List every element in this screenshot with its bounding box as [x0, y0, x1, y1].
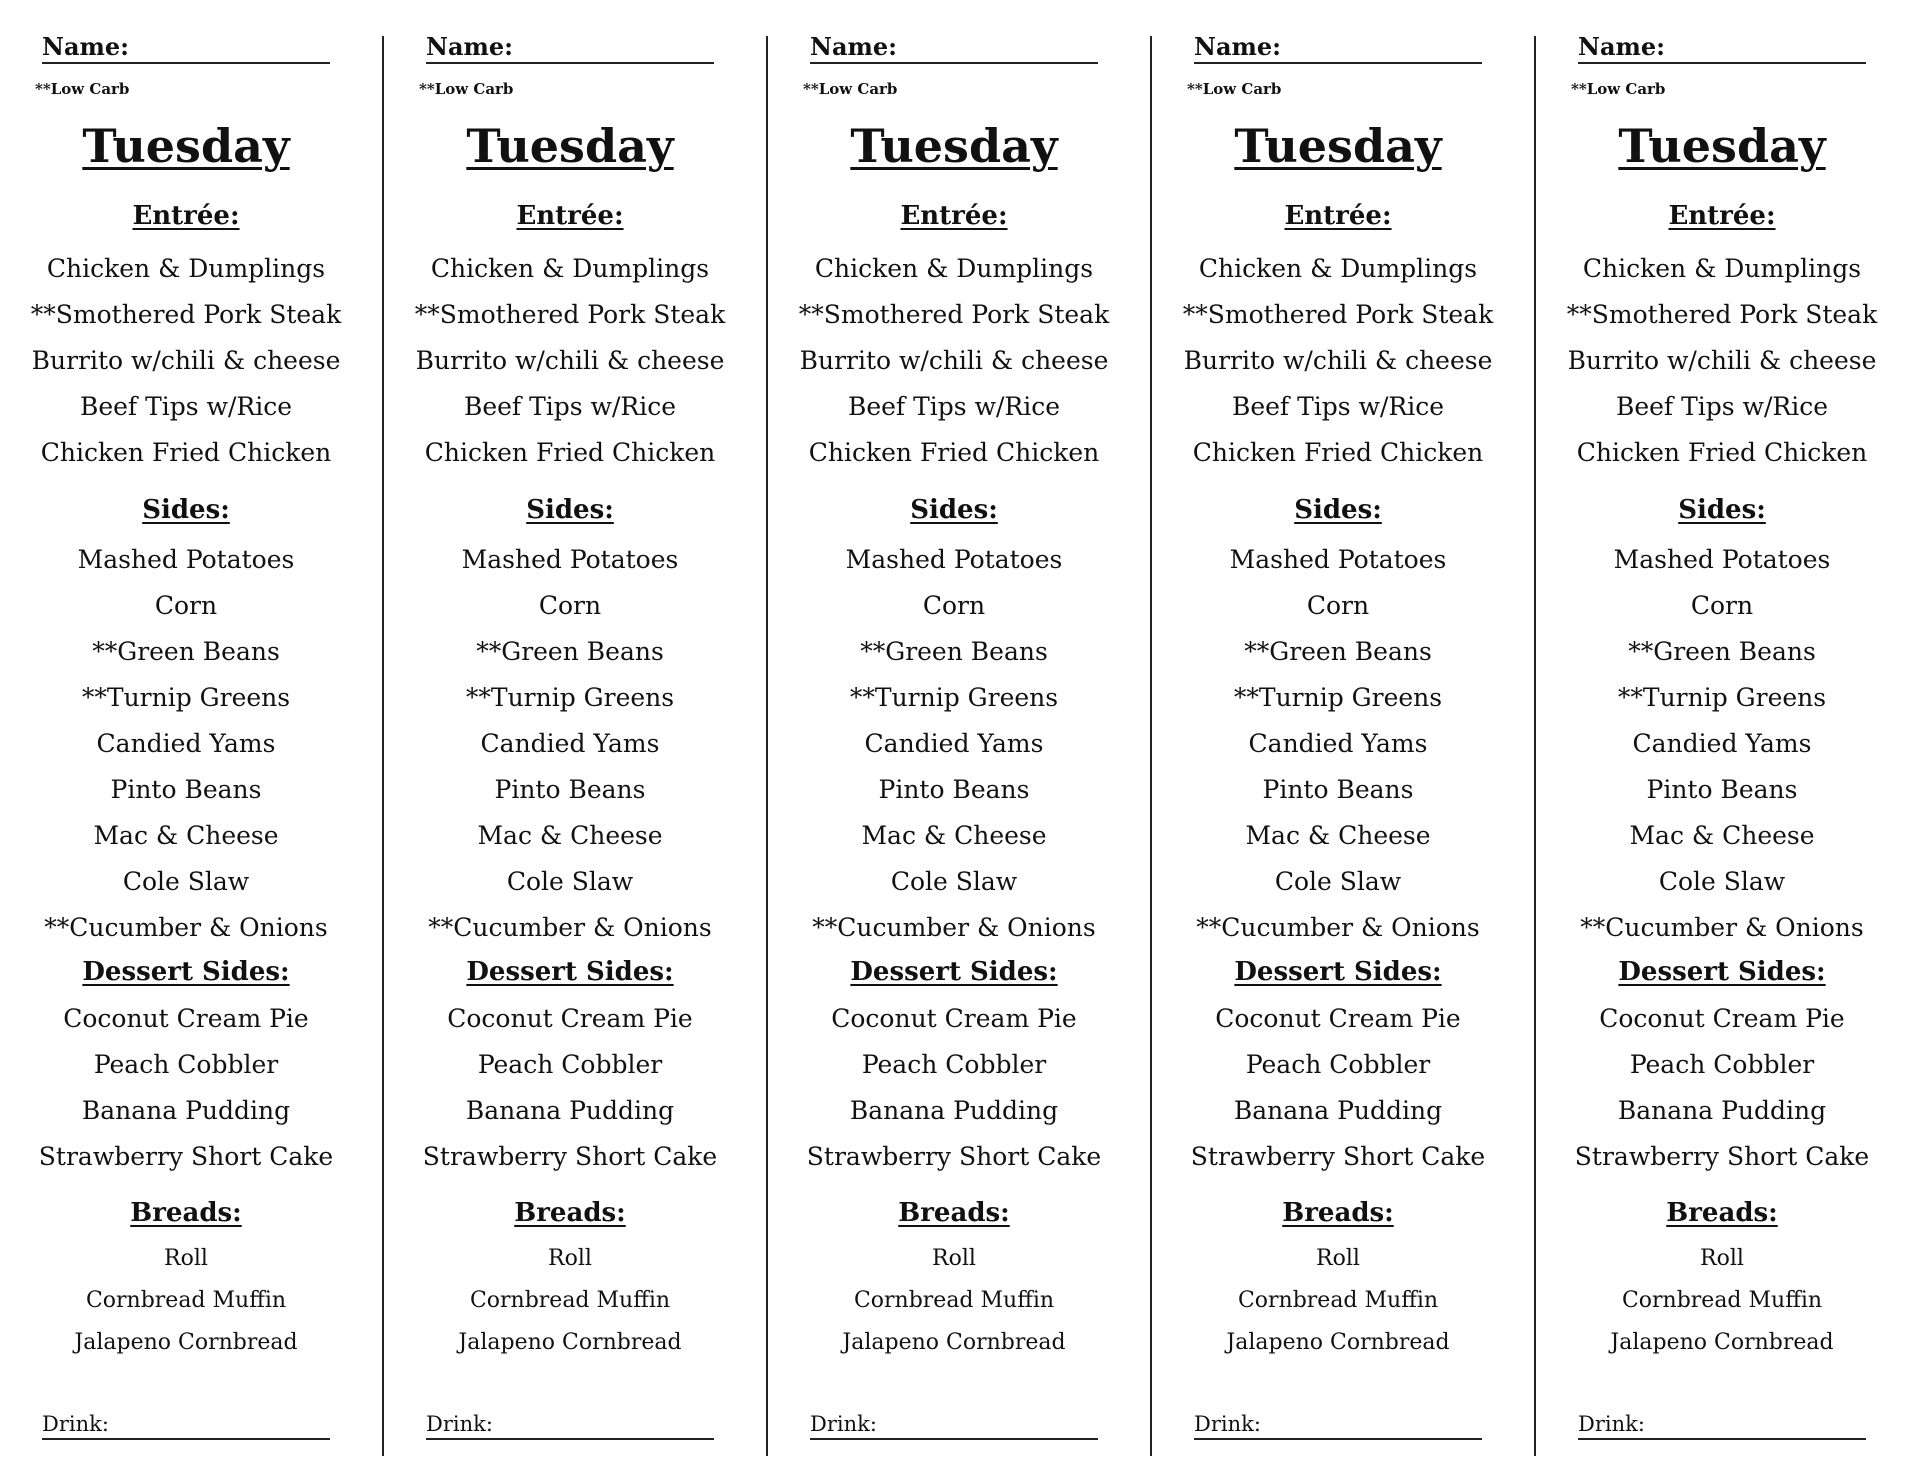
side-item: Pinto Beans: [110, 775, 262, 804]
drink-field[interactable]: [1578, 1410, 1866, 1440]
dessert-item: Coconut Cream Pie: [831, 1004, 1077, 1033]
dessert-item: Banana Pudding: [465, 1096, 675, 1125]
dessert-item: Strawberry Short Cake: [1574, 1142, 1870, 1171]
entree-item: **Smothered Pork Steak: [414, 300, 726, 329]
side-item: Pinto Beans: [1262, 775, 1414, 804]
entree-item: Chicken & Dumplings: [430, 254, 710, 283]
drink-field[interactable]: [1194, 1410, 1482, 1440]
side-item: Candied Yams: [864, 729, 1044, 758]
side-item: Candied Yams: [96, 729, 276, 758]
dessert-item: Banana Pudding: [1233, 1096, 1443, 1125]
side-item: Mac & Cheese: [861, 821, 1047, 850]
side-item: **Turnip Greens: [465, 683, 675, 712]
low-carb-note: **Low Carb: [419, 80, 514, 98]
sides-heading: Sides:: [1294, 495, 1382, 525]
entree-item: Beef Tips w/Rice: [79, 392, 293, 421]
side-item: Pinto Beans: [878, 775, 1030, 804]
dessert-item: Peach Cobbler: [477, 1050, 663, 1079]
side-item: Corn: [154, 591, 218, 620]
dessert-item: Peach Cobbler: [1245, 1050, 1431, 1079]
dessert-heading: Dessert Sides:: [850, 957, 1058, 987]
dessert-heading: Dessert Sides:: [1234, 957, 1442, 987]
drink-label: Drink:: [1578, 1412, 1645, 1436]
entree-item: Beef Tips w/Rice: [847, 392, 1061, 421]
side-item: Cole Slaw: [1658, 867, 1786, 896]
entree-item: Beef Tips w/Rice: [1231, 392, 1445, 421]
drink-field[interactable]: [42, 1410, 330, 1440]
side-item: Mac & Cheese: [477, 821, 663, 850]
day-title: Tuesday: [1618, 119, 1826, 173]
bread-item: Jalapeno Cornbread: [1610, 1330, 1834, 1355]
entree-item: Chicken & Dumplings: [814, 254, 1094, 283]
name-field[interactable]: [1194, 32, 1482, 64]
day-title: Tuesday: [82, 119, 290, 173]
side-item: Candied Yams: [480, 729, 660, 758]
entree-item: **Smothered Pork Steak: [798, 300, 1110, 329]
menu-column: [0, 0, 384, 1484]
low-carb-note: **Low Carb: [1571, 80, 1666, 98]
drink-label: Drink:: [810, 1412, 877, 1436]
bread-item: Roll: [164, 1246, 208, 1271]
bread-item: Roll: [1316, 1246, 1360, 1271]
entree-heading: Entrée:: [132, 201, 240, 231]
low-carb-note: **Low Carb: [1187, 80, 1282, 98]
entree-item: **Smothered Pork Steak: [30, 300, 342, 329]
drink-label: Drink:: [42, 1412, 109, 1436]
side-item: **Cucumber & Onions: [1196, 913, 1480, 942]
side-item: Candied Yams: [1248, 729, 1428, 758]
side-item: **Turnip Greens: [1233, 683, 1443, 712]
side-item: Mashed Potatoes: [1229, 545, 1447, 574]
dessert-heading: Dessert Sides:: [82, 957, 290, 987]
side-item: Cole Slaw: [890, 867, 1018, 896]
breads-heading: Breads:: [1282, 1198, 1394, 1228]
breads-heading: Breads:: [130, 1198, 242, 1228]
entree-item: Chicken Fried Chicken: [808, 438, 1100, 467]
side-item: Candied Yams: [1632, 729, 1812, 758]
entree-item: Chicken Fried Chicken: [1192, 438, 1484, 467]
side-item: Corn: [538, 591, 602, 620]
side-item: Cole Slaw: [122, 867, 250, 896]
bread-item: Jalapeno Cornbread: [74, 1330, 298, 1355]
menu-column: [768, 0, 1152, 1484]
name-label: Name:: [810, 32, 898, 61]
name-label: Name:: [1578, 32, 1666, 61]
entree-item: Chicken & Dumplings: [1582, 254, 1862, 283]
drink-label: Drink:: [426, 1412, 493, 1436]
side-item: **Green Beans: [476, 637, 664, 666]
bread-item: Roll: [548, 1246, 592, 1271]
side-item: **Turnip Greens: [81, 683, 291, 712]
dessert-item: Strawberry Short Cake: [422, 1142, 718, 1171]
side-item: Corn: [922, 591, 986, 620]
breads-heading: Breads:: [898, 1198, 1010, 1228]
side-item: **Turnip Greens: [849, 683, 1059, 712]
dessert-heading: Dessert Sides:: [1618, 957, 1826, 987]
bread-item: Jalapeno Cornbread: [1226, 1330, 1450, 1355]
menu-column: [1536, 0, 1920, 1484]
entree-item: **Smothered Pork Steak: [1182, 300, 1494, 329]
side-item: Mashed Potatoes: [845, 545, 1063, 574]
day-title: Tuesday: [466, 119, 674, 173]
entree-item: **Smothered Pork Steak: [1566, 300, 1878, 329]
name-label: Name:: [42, 32, 130, 61]
bread-item: Cornbread Muffin: [853, 1288, 1055, 1313]
side-item: **Cucumber & Onions: [812, 913, 1096, 942]
side-item: Mac & Cheese: [93, 821, 279, 850]
side-item: Cole Slaw: [1274, 867, 1402, 896]
entree-item: Beef Tips w/Rice: [463, 392, 677, 421]
entree-item: Burrito w/chili & cheese: [799, 346, 1109, 375]
sides-heading: Sides:: [910, 495, 998, 525]
name-label: Name:: [426, 32, 514, 61]
side-item: **Green Beans: [92, 637, 280, 666]
name-field[interactable]: [42, 32, 330, 64]
side-item: **Green Beans: [1628, 637, 1816, 666]
drink-label: Drink:: [1194, 1412, 1261, 1436]
menu-column: [384, 0, 768, 1484]
bread-item: Cornbread Muffin: [1237, 1288, 1439, 1313]
drink-field[interactable]: [426, 1410, 714, 1440]
dessert-item: Peach Cobbler: [93, 1050, 279, 1079]
dessert-item: Coconut Cream Pie: [63, 1004, 309, 1033]
entree-item: Chicken & Dumplings: [46, 254, 326, 283]
side-item: Mashed Potatoes: [1613, 545, 1831, 574]
low-carb-note: **Low Carb: [803, 80, 898, 98]
side-item: **Cucumber & Onions: [44, 913, 328, 942]
name-field[interactable]: [810, 32, 1098, 64]
side-item: Corn: [1306, 591, 1370, 620]
sides-heading: Sides:: [1678, 495, 1766, 525]
side-item: **Cucumber & Onions: [428, 913, 712, 942]
low-carb-note: **Low Carb: [35, 80, 130, 98]
dessert-item: Banana Pudding: [849, 1096, 1059, 1125]
dessert-item: Strawberry Short Cake: [1190, 1142, 1486, 1171]
bread-item: Roll: [1700, 1246, 1744, 1271]
entree-heading: Entrée:: [516, 201, 624, 231]
side-item: Pinto Beans: [494, 775, 646, 804]
entree-heading: Entrée:: [900, 201, 1008, 231]
dessert-heading: Dessert Sides:: [466, 957, 674, 987]
dessert-item: Banana Pudding: [1617, 1096, 1827, 1125]
name-field[interactable]: [426, 32, 714, 64]
bread-item: Jalapeno Cornbread: [458, 1330, 682, 1355]
dessert-item: Coconut Cream Pie: [1599, 1004, 1845, 1033]
entree-heading: Entrée:: [1668, 201, 1776, 231]
menu-column: [1152, 0, 1536, 1484]
entree-item: Chicken & Dumplings: [1198, 254, 1478, 283]
entree-item: Burrito w/chili & cheese: [1567, 346, 1877, 375]
entree-item: Beef Tips w/Rice: [1615, 392, 1829, 421]
name-field[interactable]: [1578, 32, 1866, 64]
name-label: Name:: [1194, 32, 1282, 61]
side-item: Cole Slaw: [506, 867, 634, 896]
dessert-item: Banana Pudding: [81, 1096, 291, 1125]
day-title: Tuesday: [850, 119, 1058, 173]
bread-item: Cornbread Muffin: [1621, 1288, 1823, 1313]
entree-item: Chicken Fried Chicken: [1576, 438, 1868, 467]
day-title: Tuesday: [1234, 119, 1442, 173]
side-item: Mashed Potatoes: [461, 545, 679, 574]
entree-heading: Entrée:: [1284, 201, 1392, 231]
side-item: Pinto Beans: [1646, 775, 1798, 804]
side-item: Mashed Potatoes: [77, 545, 295, 574]
dessert-item: Peach Cobbler: [1629, 1050, 1815, 1079]
side-item: **Green Beans: [1244, 637, 1432, 666]
breads-heading: Breads:: [514, 1198, 626, 1228]
entree-item: Chicken Fried Chicken: [424, 438, 716, 467]
dessert-item: Strawberry Short Cake: [38, 1142, 334, 1171]
side-item: **Green Beans: [860, 637, 1048, 666]
sides-heading: Sides:: [142, 495, 230, 525]
dessert-item: Peach Cobbler: [861, 1050, 1047, 1079]
entree-item: Burrito w/chili & cheese: [415, 346, 725, 375]
bread-item: Cornbread Muffin: [469, 1288, 671, 1313]
entree-item: Burrito w/chili & cheese: [1183, 346, 1493, 375]
bread-item: Jalapeno Cornbread: [842, 1330, 1066, 1355]
side-item: **Turnip Greens: [1617, 683, 1827, 712]
entree-item: Chicken Fried Chicken: [40, 438, 332, 467]
bread-item: Roll: [932, 1246, 976, 1271]
side-item: **Cucumber & Onions: [1580, 913, 1864, 942]
side-item: Mac & Cheese: [1245, 821, 1431, 850]
drink-field[interactable]: [810, 1410, 1098, 1440]
dessert-item: Strawberry Short Cake: [806, 1142, 1102, 1171]
entree-item: Burrito w/chili & cheese: [31, 346, 341, 375]
side-item: Mac & Cheese: [1629, 821, 1815, 850]
bread-item: Cornbread Muffin: [85, 1288, 287, 1313]
dessert-item: Coconut Cream Pie: [1215, 1004, 1461, 1033]
dessert-item: Coconut Cream Pie: [447, 1004, 693, 1033]
sides-heading: Sides:: [526, 495, 614, 525]
side-item: Corn: [1690, 591, 1754, 620]
breads-heading: Breads:: [1666, 1198, 1778, 1228]
